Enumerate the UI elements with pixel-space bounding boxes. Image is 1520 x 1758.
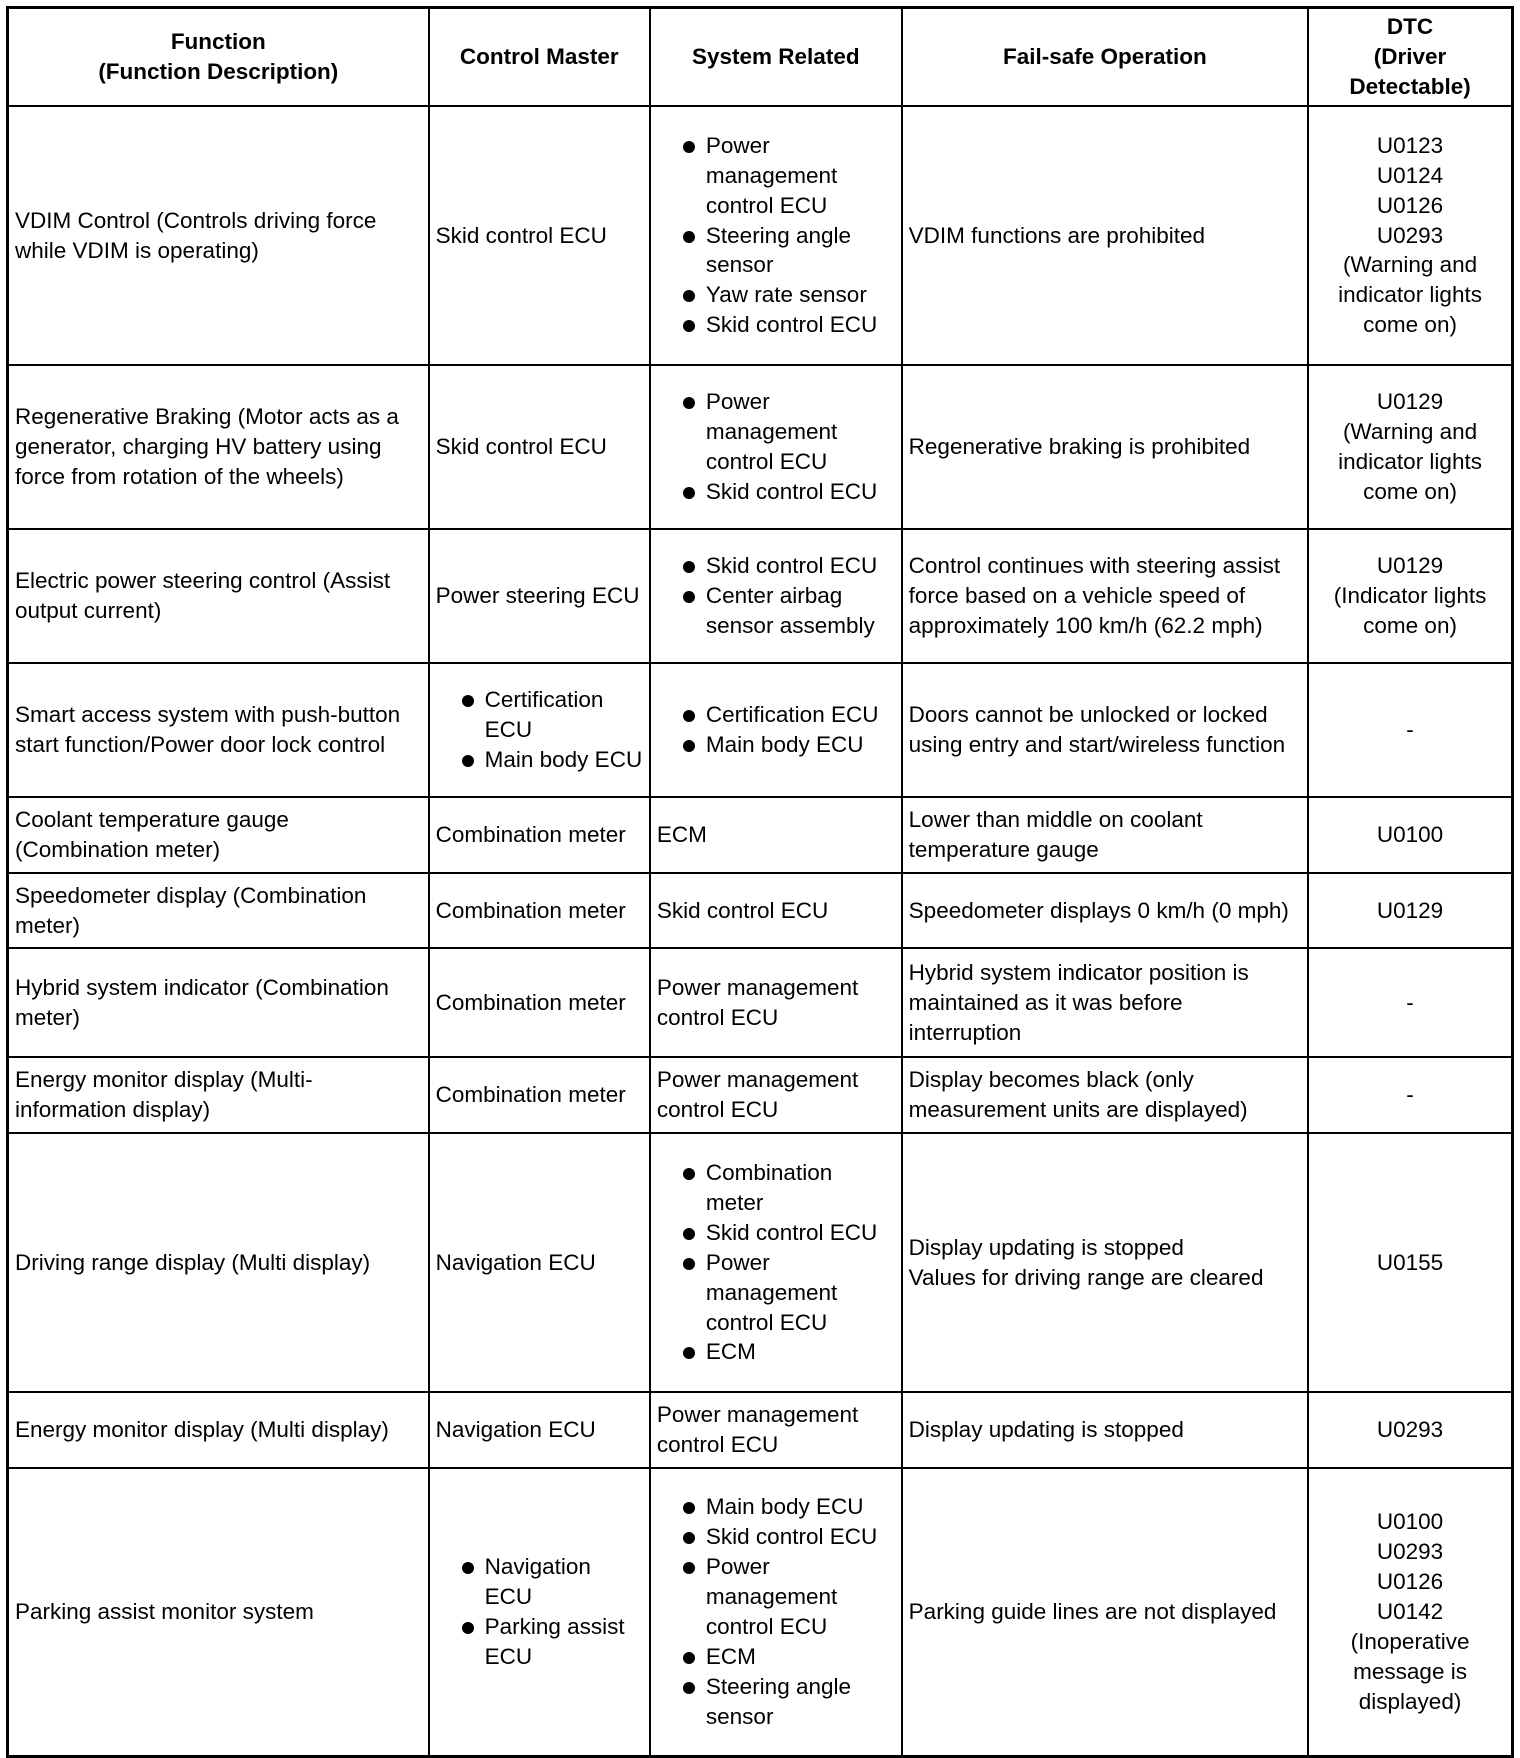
list-item: Skid control ECU: [657, 1218, 895, 1248]
control-master-cell: Skid control ECU: [429, 365, 650, 529]
dtc-cell: U0100: [1308, 797, 1512, 873]
system-related-cell: [650, 365, 902, 529]
list-item: Certification ECU: [657, 700, 895, 730]
failsafe-table: [6, 6, 1514, 1758]
function-cell: Smart access system with push-button start function/Power door lock control: [8, 663, 429, 798]
failsafe-cell: Hybrid system indicator position is maintained as it was before interruption: [902, 948, 1308, 1057]
dtc-cell: U0123 U0124 U0126 U0293 (Warning and indicator lights come on): [1308, 106, 1512, 366]
table-row: [8, 797, 1513, 873]
function-cell: Energy monitor display (Multi display): [8, 1392, 429, 1468]
dtc-cell: -: [1308, 948, 1512, 1057]
system-related-cell: Power management control ECU: [650, 1057, 902, 1133]
list-item: Certification ECU: [436, 685, 643, 745]
function-cell: Energy monitor display (Multi-information display): [8, 1057, 429, 1133]
table-row: [8, 663, 1513, 798]
control-master-cell: Navigation ECU: [429, 1392, 650, 1468]
function-cell: Electric power steering control (Assist output current): [8, 529, 429, 663]
failsafe-cell: Display becomes black (only measurement units are displayed): [902, 1057, 1308, 1133]
system-related-cell: [650, 529, 902, 663]
function-cell: VDIM Control (Controls driving force while VDIM is operating): [8, 106, 429, 366]
failsafe-cell: Control continues with steering assist force based on a vehicle speed of approximately 100 km/h (62.2 mph): [902, 529, 1308, 663]
header-row: [8, 8, 1513, 106]
control-master-cell: Skid control ECU: [429, 106, 650, 366]
dtc-cell: U0155: [1308, 1133, 1512, 1393]
header-dtc: DTC (Driver Detectable): [1308, 8, 1512, 106]
dtc-cell: -: [1308, 663, 1512, 798]
table-row: [8, 365, 1513, 529]
list-item: Power management control ECU: [657, 1552, 895, 1642]
list-item: Main body ECU: [657, 1492, 895, 1522]
system-related-cell: [650, 106, 902, 366]
list-item: Steering angle sensor: [657, 1672, 895, 1732]
failsafe-cell: Parking guide lines are not displayed: [902, 1468, 1308, 1757]
list-item: ECM: [657, 1337, 895, 1367]
list-item: Power management control ECU: [657, 1248, 895, 1338]
control-master-cell: Navigation ECU: [429, 1133, 650, 1393]
failsafe-cell: Lower than middle on coolant temperature gauge: [902, 797, 1308, 873]
list-item: Skid control ECU: [657, 551, 895, 581]
system-related-cell: Skid control ECU: [650, 873, 902, 949]
header-system-related: System Related: [650, 8, 902, 106]
list-item: Steering angle sensor: [657, 221, 895, 281]
list-item: Skid control ECU: [657, 310, 895, 340]
list-item: ECM: [657, 1642, 895, 1672]
control-master-cell: Power steering ECU: [429, 529, 650, 663]
header-function: Function (Function Description): [8, 8, 429, 106]
system-related-cell: ECM: [650, 797, 902, 873]
failsafe-cell: Display updating is stopped Values for driving range are cleared: [902, 1133, 1308, 1393]
failsafe-cell: Doors cannot be unlocked or locked using entry and start/wireless function: [902, 663, 1308, 798]
system-related-cell: Power management control ECU: [650, 948, 902, 1057]
header-failsafe-operation: Fail-safe Operation: [902, 8, 1308, 106]
table-row: [8, 529, 1513, 663]
function-cell: Hybrid system indicator (Combination meter): [8, 948, 429, 1057]
list-item: Navigation ECU: [436, 1552, 643, 1612]
list-item: Main body ECU: [436, 745, 643, 775]
list-item: Main body ECU: [657, 730, 895, 760]
list-item: Skid control ECU: [657, 477, 895, 507]
system-related-cell: [650, 1133, 902, 1393]
dtc-cell: U0293: [1308, 1392, 1512, 1468]
function-cell: Speedometer display (Combination meter): [8, 873, 429, 949]
function-cell: Coolant temperature gauge (Combination meter): [8, 797, 429, 873]
list-item: Power management control ECU: [657, 131, 895, 221]
dtc-cell: U0129 (Indicator lights come on): [1308, 529, 1512, 663]
failsafe-cell: Display updating is stopped: [902, 1392, 1308, 1468]
table-row: [8, 1057, 1513, 1133]
system-related-cell: [650, 663, 902, 798]
dtc-cell: U0129 (Warning and indicator lights come on): [1308, 365, 1512, 529]
table-row: [8, 106, 1513, 366]
control-master-cell: [429, 663, 650, 798]
failsafe-cell: Speedometer displays 0 km/h (0 mph): [902, 873, 1308, 949]
table-row: [8, 1392, 1513, 1468]
dtc-cell: U0100 U0293 U0126 U0142 (Inoperative message is displayed): [1308, 1468, 1512, 1757]
table-row: [8, 948, 1513, 1057]
list-item: Yaw rate sensor: [657, 280, 895, 310]
dtc-cell: U0129: [1308, 873, 1512, 949]
control-master-cell: [429, 1468, 650, 1757]
system-related-cell: Power management control ECU: [650, 1392, 902, 1468]
list-item: Combination meter: [657, 1158, 895, 1218]
list-item: Skid control ECU: [657, 1522, 895, 1552]
dtc-cell: -: [1308, 1057, 1512, 1133]
function-cell: Driving range display (Multi display): [8, 1133, 429, 1393]
header-control-master: Control Master: [429, 8, 650, 106]
control-master-cell: Combination meter: [429, 797, 650, 873]
list-item: Parking assist ECU: [436, 1612, 643, 1672]
list-item: Center airbag sensor assembly: [657, 581, 895, 641]
control-master-cell: Combination meter: [429, 1057, 650, 1133]
failsafe-cell: VDIM functions are prohibited: [902, 106, 1308, 366]
table-row: [8, 1133, 1513, 1393]
system-related-cell: [650, 1468, 902, 1757]
function-cell: Parking assist monitor system: [8, 1468, 429, 1757]
control-master-cell: Combination meter: [429, 873, 650, 949]
function-cell: Regenerative Braking (Motor acts as a generator, charging HV battery using force from rotation of the wheels): [8, 365, 429, 529]
control-master-cell: Combination meter: [429, 948, 650, 1057]
table-row: [8, 873, 1513, 949]
table-row: [8, 1468, 1513, 1757]
failsafe-cell: Regenerative braking is prohibited: [902, 365, 1308, 529]
list-item: Power management control ECU: [657, 387, 895, 477]
